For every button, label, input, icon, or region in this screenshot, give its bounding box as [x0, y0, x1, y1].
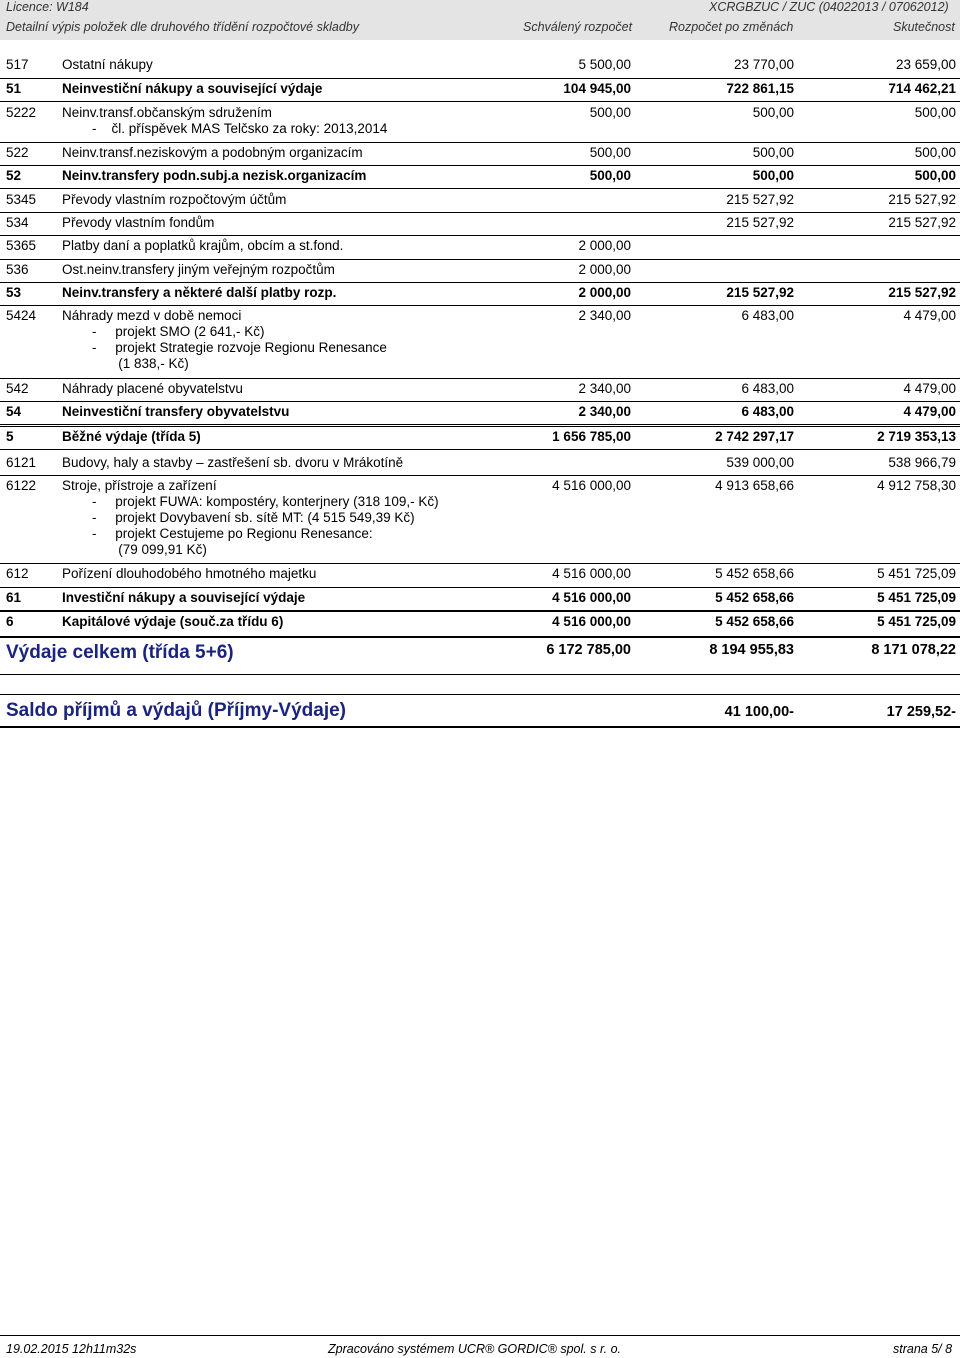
- item-name: Neinv.transf.neziskovým a podobným organizacím: [62, 145, 363, 160]
- row-divider: [0, 475, 960, 476]
- item-name: Ostatní nákupy: [62, 57, 153, 72]
- table-row: [0, 105, 960, 140]
- value-skutecnost: 4 912 758,30: [877, 478, 956, 493]
- value-schvaleny: 1 656 785,00: [552, 429, 631, 444]
- item-code: 6: [6, 614, 14, 629]
- item-name: Neinvestiční transfery obyvatelstvu: [62, 404, 290, 419]
- column-header-po-zmenach: Rozpočet po změnách: [669, 20, 794, 34]
- table-row: [0, 478, 960, 561]
- item-code: 536: [6, 262, 29, 277]
- value-skutecnost: 538 966,79: [888, 455, 956, 470]
- value-schvaleny: 104 945,00: [563, 81, 631, 96]
- value-skutecnost: 215 527,92: [888, 192, 956, 207]
- item-code: 61: [6, 590, 22, 605]
- item-code: 517: [6, 57, 29, 72]
- table-row: [0, 590, 960, 609]
- item-code: 522: [6, 145, 29, 160]
- item-name: Budovy, haly a stavby – zastřešení sb. dvoru v Mrákotíně: [62, 455, 404, 470]
- table-row: [0, 285, 960, 304]
- saldo-skutecnost: 17 259,52-: [886, 704, 956, 720]
- footer-divider: [0, 1335, 960, 1336]
- value-skutecnost: 5 451 725,09: [877, 614, 956, 629]
- item-sub-note: - projekt Dovybavení sb. sítě MT: (4 515 549,39 Kč): [92, 510, 415, 525]
- item-code: 51: [6, 81, 22, 96]
- item-name: Investiční nákupy a související výdaje: [62, 590, 306, 605]
- table-row: [0, 81, 960, 100]
- item-name: Náhrady mezd v době nemoci: [62, 308, 242, 323]
- row-divider: [0, 424, 960, 425]
- value-po-zmenach: 722 861,15: [726, 81, 794, 96]
- value-po-zmenach: 500,00: [752, 145, 794, 160]
- item-code: 52: [6, 168, 22, 183]
- value-po-zmenach: 6 483,00: [741, 308, 794, 323]
- item-code: 5: [6, 429, 14, 444]
- footer-page-number: strana 5/ 8: [893, 1342, 953, 1356]
- table-row: [0, 429, 960, 448]
- row-divider: [0, 165, 960, 166]
- item-code: 53: [6, 285, 22, 300]
- value-skutecnost: 500,00: [914, 168, 956, 183]
- value-skutecnost: 4 479,00: [903, 308, 956, 323]
- row-divider: [0, 426, 960, 427]
- item-sub-note: - projekt Strategie rozvoje Regionu Renesance: [92, 340, 387, 355]
- row-divider: [0, 78, 960, 79]
- table-row: [0, 566, 960, 585]
- vydaje-celkem-label: Výdaje celkem (třída 5+6): [6, 642, 234, 663]
- row-divider: [0, 305, 960, 306]
- vydaje-celkem-schvaleny: 6 172 785,00: [546, 642, 631, 658]
- table-row: [0, 262, 960, 281]
- table-row: [0, 215, 960, 234]
- table-row: [0, 145, 960, 164]
- value-po-zmenach: 4 913 658,66: [715, 478, 794, 493]
- value-schvaleny: 2 340,00: [578, 404, 631, 419]
- divider: [0, 694, 960, 695]
- row-divider: [0, 101, 960, 102]
- table-row: [0, 614, 960, 633]
- value-po-zmenach: 5 452 658,66: [715, 590, 794, 605]
- vydaje-celkem-row: [0, 638, 960, 666]
- value-po-zmenach: 539 000,00: [726, 455, 794, 470]
- table-row: [0, 238, 960, 257]
- row-divider: [0, 401, 960, 402]
- row-divider: [0, 188, 960, 189]
- value-schvaleny: 2 340,00: [578, 381, 631, 396]
- value-skutecnost: 500,00: [914, 145, 956, 160]
- value-schvaleny: 2 000,00: [578, 238, 631, 253]
- row-divider: [0, 259, 960, 260]
- value-schvaleny: 4 516 000,00: [552, 614, 631, 629]
- value-schvaleny: 2 340,00: [578, 308, 631, 323]
- value-skutecnost: 500,00: [914, 105, 956, 120]
- item-name: Platby daní a poplatků krajům, obcím a st.fond.: [62, 238, 344, 253]
- value-schvaleny: 4 516 000,00: [552, 478, 631, 493]
- row-divider: [0, 378, 960, 379]
- table-row: [0, 455, 960, 474]
- item-name: Neinv.transf.občanským sdružením: [62, 105, 272, 120]
- item-name: Pořízení dlouhodobého hmotného majetku: [62, 566, 317, 581]
- item-name: Ost.neinv.transfery jiným veřejným rozpočtům: [62, 262, 335, 277]
- column-header-skutecnost: Skutečnost: [893, 20, 955, 34]
- value-po-zmenach: 5 452 658,66: [715, 614, 794, 629]
- item-sub-note: (1 838,- Kč): [92, 356, 189, 371]
- item-code: 5222: [6, 105, 37, 120]
- item-sub-note: - čl. příspěvek MAS Telčsko za roky: 2013,2014: [92, 121, 388, 136]
- value-po-zmenach: 215 527,92: [726, 285, 794, 300]
- value-skutecnost: 215 527,92: [888, 285, 956, 300]
- saldo-row: [0, 698, 960, 726]
- item-sub-note: (79 099,91 Kč): [92, 542, 207, 557]
- row-divider: [0, 611, 960, 612]
- item-code: 612: [6, 566, 29, 581]
- value-skutecnost: 23 659,00: [895, 57, 956, 72]
- row-divider: [0, 587, 960, 588]
- item-name: Náhrady placené obyvatelstvu: [62, 381, 243, 396]
- row-divider: [0, 282, 960, 283]
- item-name: Neinv.transfery a některé další platby rozp.: [62, 285, 337, 300]
- value-po-zmenach: 6 483,00: [741, 404, 794, 419]
- value-schvaleny: 500,00: [589, 168, 631, 183]
- item-name: Převody vlastním rozpočtovým účtům: [62, 192, 287, 207]
- row-divider: [0, 563, 960, 564]
- footer-processed-by: Zpracováno systémem UCR® GORDIC® spol. s r. o.: [328, 1342, 622, 1356]
- item-code: 534: [6, 215, 29, 230]
- item-sub-note: - projekt FUWA: kompostéry, konterjnery (318 109,- Kč): [92, 494, 439, 509]
- system-code: XCRGBZUC / ZUC (04022013 / 07062012): [709, 0, 949, 14]
- row-divider: [0, 449, 960, 450]
- table-row: [0, 381, 960, 400]
- value-skutecnost: 714 462,21: [888, 81, 956, 96]
- divider: [0, 636, 960, 638]
- value-skutecnost: 4 479,00: [903, 381, 956, 396]
- row-divider: [0, 212, 960, 213]
- item-name: Neinvestiční nákupy a související výdaje: [62, 81, 323, 96]
- item-code: 5345: [6, 192, 37, 207]
- licence-label: Licence: W184: [6, 0, 89, 14]
- column-header-schvaleny: Schválený rozpočet: [523, 20, 633, 34]
- item-name: Stroje, přístroje a zařízení: [62, 478, 217, 493]
- item-code: 6121: [6, 455, 37, 470]
- value-schvaleny: 500,00: [589, 145, 631, 160]
- row-divider: [0, 142, 960, 143]
- value-po-zmenach: 6 483,00: [741, 381, 794, 396]
- item-name: Neinv.transfery podn.subj.a nezisk.organizacím: [62, 168, 367, 183]
- table-row: [0, 192, 960, 211]
- item-code: 54: [6, 404, 22, 419]
- value-schvaleny: 2 000,00: [578, 285, 631, 300]
- value-skutecnost: 5 451 725,09: [877, 566, 956, 581]
- value-po-zmenach: 215 527,92: [726, 192, 794, 207]
- item-code: 5424: [6, 308, 37, 323]
- value-po-zmenach: 5 452 658,66: [715, 566, 794, 581]
- item-code: 5365: [6, 238, 37, 253]
- item-code: 6122: [6, 478, 37, 493]
- value-skutecnost: 4 479,00: [903, 404, 956, 419]
- value-schvaleny: 500,00: [589, 105, 631, 120]
- value-schvaleny: 4 516 000,00: [552, 566, 631, 581]
- table-row: [0, 57, 960, 76]
- value-po-zmenach: 2 742 297,17: [715, 429, 794, 444]
- table-row: [0, 404, 960, 423]
- vydaje-celkem-po-zmenach: 8 194 955,83: [709, 642, 794, 658]
- value-skutecnost: 215 527,92: [888, 215, 956, 230]
- value-schvaleny: 4 516 000,00: [552, 590, 631, 605]
- table-row: [0, 308, 960, 375]
- item-sub-note: - projekt SMO (2 641,- Kč): [92, 324, 265, 339]
- item-name: Běžné výdaje (třída 5): [62, 429, 201, 444]
- value-po-zmenach: 500,00: [752, 168, 794, 183]
- saldo-label: Saldo příjmů a výdajů (Příjmy-Výdaje): [6, 700, 346, 721]
- item-code: 542: [6, 381, 29, 396]
- value-schvaleny: 5 500,00: [578, 57, 631, 72]
- item-sub-note: - projekt Cestujeme po Regionu Renesance:: [92, 526, 373, 541]
- table-row: [0, 168, 960, 187]
- value-skutecnost: 5 451 725,09: [877, 590, 956, 605]
- value-skutecnost: 2 719 353,13: [877, 429, 956, 444]
- divider: [0, 674, 960, 675]
- item-name: Kapitálové výdaje (souč.za třídu 6): [62, 614, 284, 629]
- value-schvaleny: 2 000,00: [578, 262, 631, 277]
- value-po-zmenach: 215 527,92: [726, 215, 794, 230]
- divider: [0, 726, 960, 728]
- row-divider: [0, 235, 960, 236]
- value-po-zmenach: 500,00: [752, 105, 794, 120]
- item-name: Převody vlastním fondům: [62, 215, 215, 230]
- report-title: Detailní výpis položek dle druhového třídění rozpočtové skladby: [6, 20, 359, 34]
- vydaje-celkem-skutecnost: 8 171 078,22: [871, 642, 956, 658]
- saldo-po-zmenach: 41 100,00-: [724, 704, 794, 720]
- footer-date: 19.02.2015 12h11m32s: [6, 1342, 137, 1356]
- value-po-zmenach: 23 770,00: [733, 57, 794, 72]
